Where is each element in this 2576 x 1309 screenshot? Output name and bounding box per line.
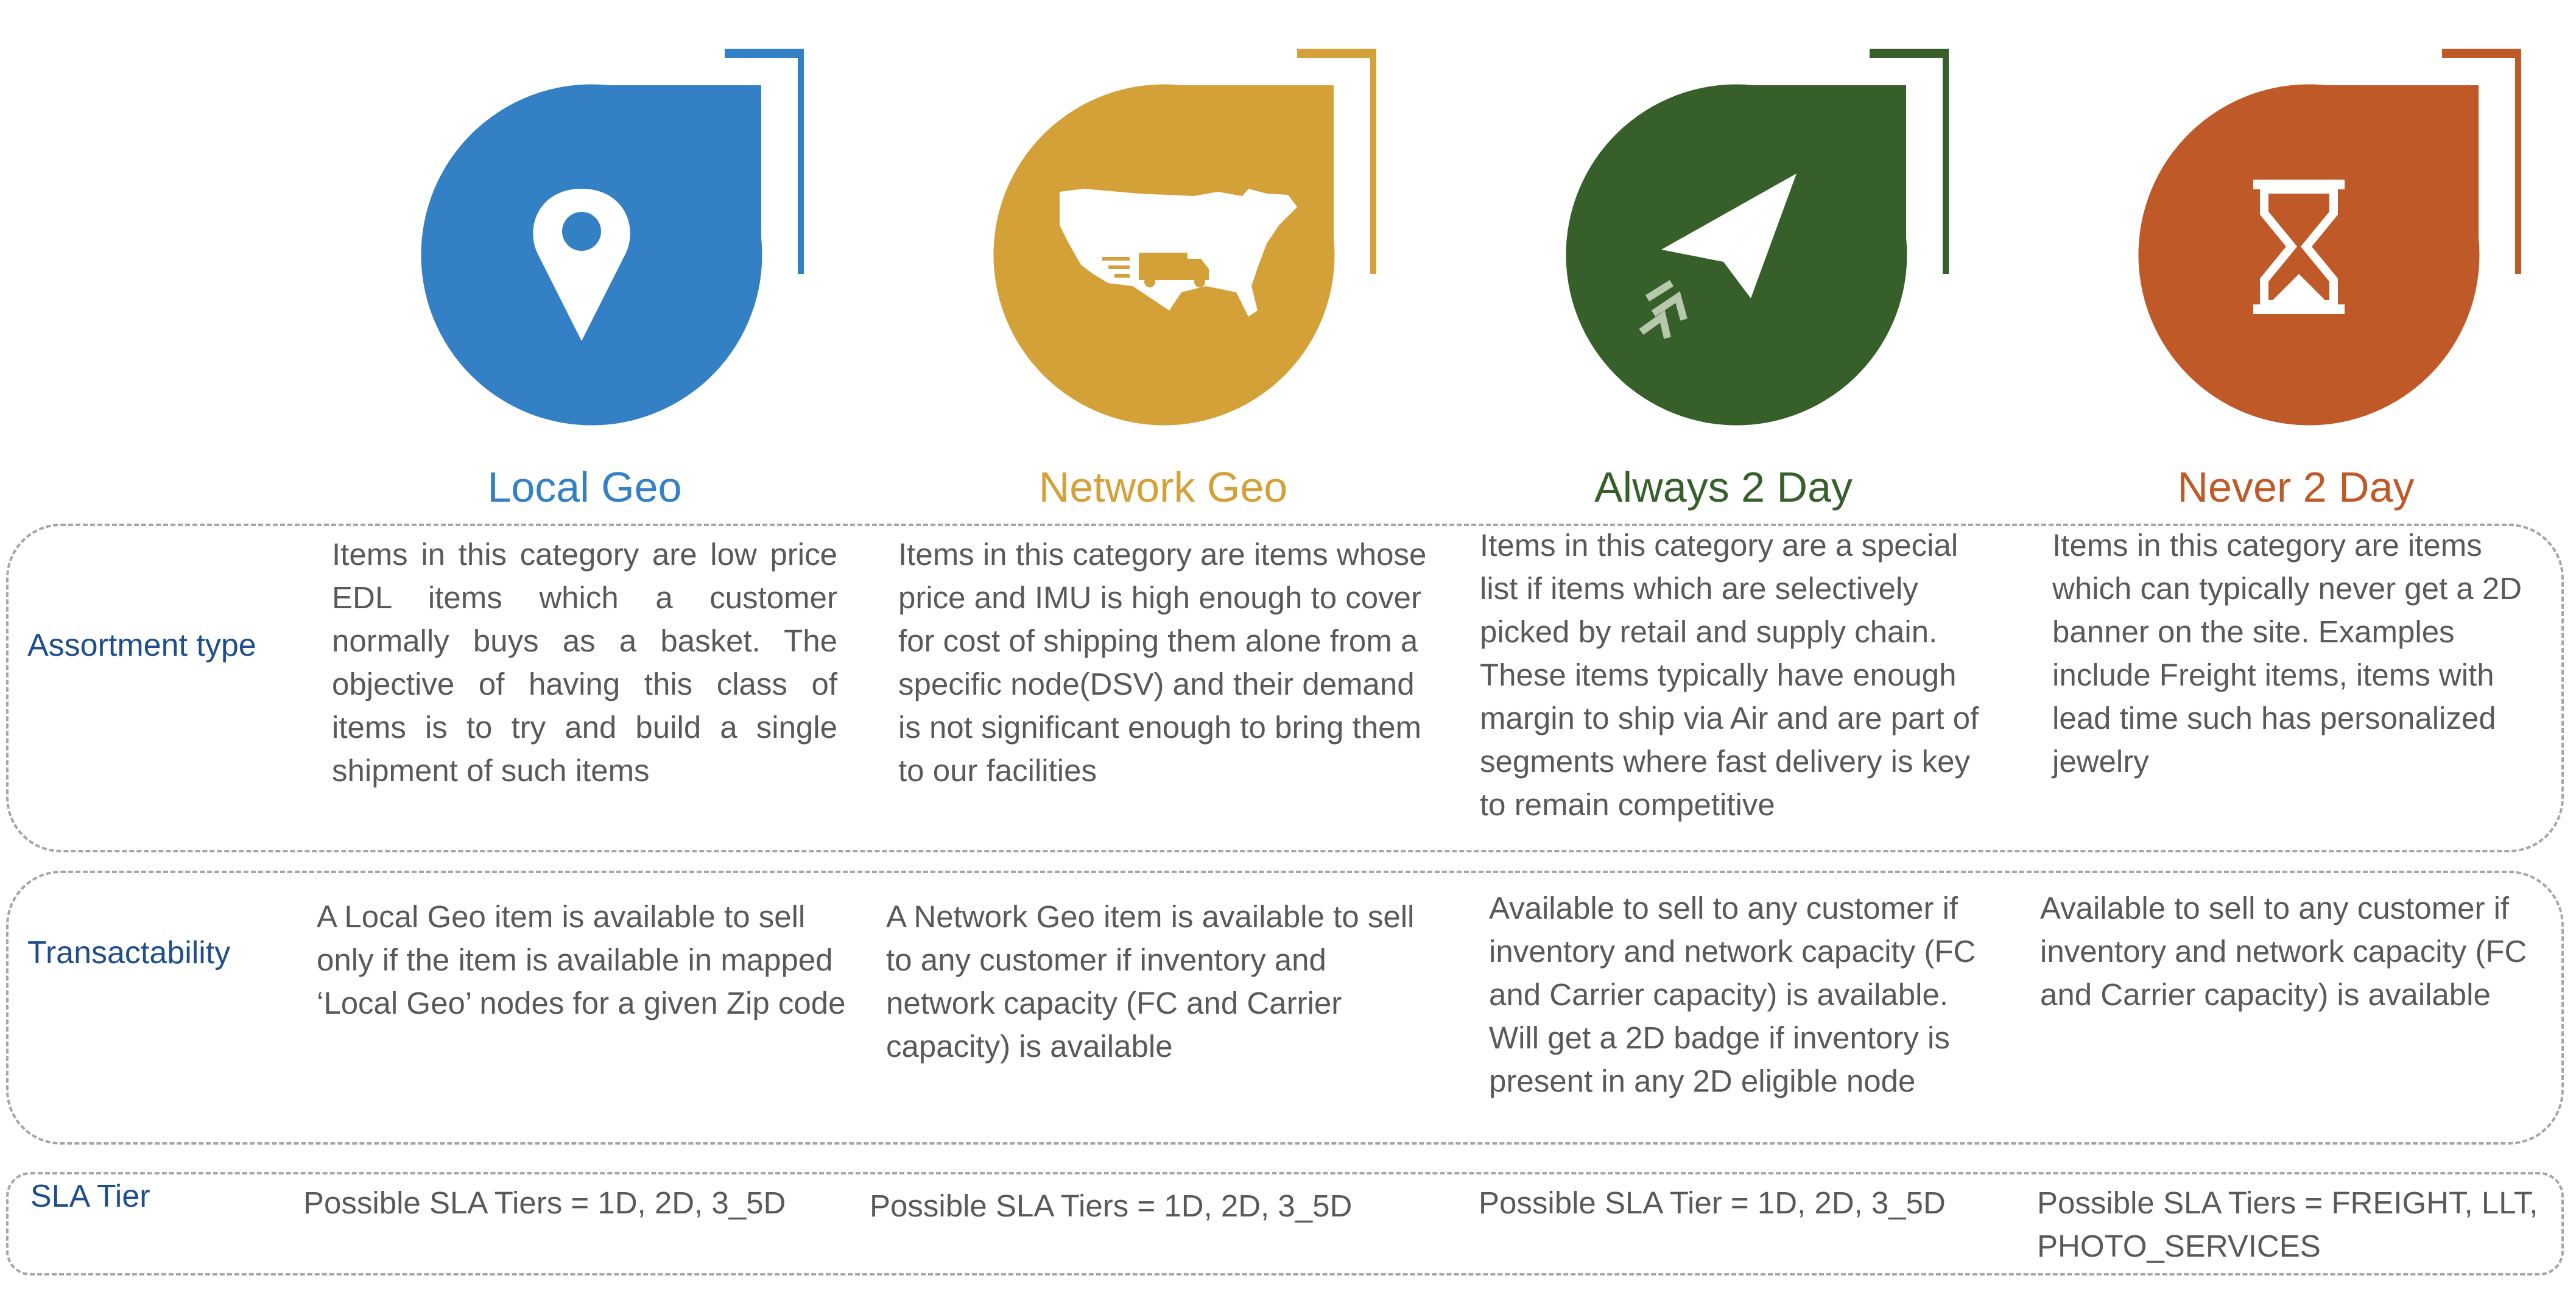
always-2-day-title: Always 2 Day — [1594, 463, 1853, 511]
always-2-day-assortment: Items in this category are a special list if items which are selectively picked by retail and supply chain. These items typically have enough margin to ship via Air and are part of segments where fast delivery is key to remain competitive — [1480, 528, 1979, 822]
never-2-day-assortment: Items in this category are items which can typically never get a 2D banner on the site. Examples include Freight items, items with lead time such has personalized jewelry — [2052, 528, 2522, 779]
assortment-row-label: Assortment type — [27, 628, 256, 663]
local-geo-transactability: A Local Geo item is available to sell only if the item is available in mapped ‘Local Geo’ nodes for a given Zip code — [317, 899, 846, 1020]
always-2-day-badge — [1510, 43, 1949, 432]
never-2-day-transactability: Available to sell to any customer if inventory and network capacity (FC and Carrier capacity) is available — [2040, 891, 2527, 1012]
network-geo-title: Network Geo — [1038, 463, 1288, 511]
never-2-day-sla: Possible SLA Tiers = FREIGHT, LLT, PHOTO_SERVICES — [2037, 1185, 2538, 1263]
local-geo-assortment: Items in this category are low price EDL items which a customer normally buys as a basket. The objective of having this class of items is to try and build a single shipment of such items — [332, 537, 837, 788]
always-2-day-transactability: Available to sell to any customer if inventory and network capacity (FC and Carrier capacity) is available. Will get a 2D badge if inventory is present in any 2D eligible node — [1489, 891, 1976, 1098]
local-geo-sla: Possible SLA Tiers = 1D, 2D, 3_5D — [303, 1185, 786, 1220]
network-geo-badge — [938, 43, 1376, 432]
network-geo-sla: Possible SLA Tiers = 1D, 2D, 3_5D — [870, 1188, 1353, 1223]
never-2-day-badge — [2083, 43, 2521, 432]
transactability-row-label: Transactability — [27, 935, 231, 970]
never-2-day-title: Never 2 Day — [2177, 463, 2415, 511]
local-geo-title: Local Geo — [487, 463, 682, 511]
network-geo-transactability: A Network Geo item is available to sell to any customer if inventory and network capacity (FC and Carrier capacity) is available — [886, 899, 1415, 1064]
sla-row-label: SLA Tier — [30, 1179, 150, 1214]
always-2-day-sla: Possible SLA Tier = 1D, 2D, 3_5D — [1479, 1185, 1946, 1220]
local-geo-badge — [365, 43, 804, 432]
network-geo-assortment: Items in this category are items whose price and IMU is high enough to cover for cost of shipping them alone from a specific node(DSV) and their demand is not significant enough to bring them to our facilities — [898, 537, 1427, 788]
